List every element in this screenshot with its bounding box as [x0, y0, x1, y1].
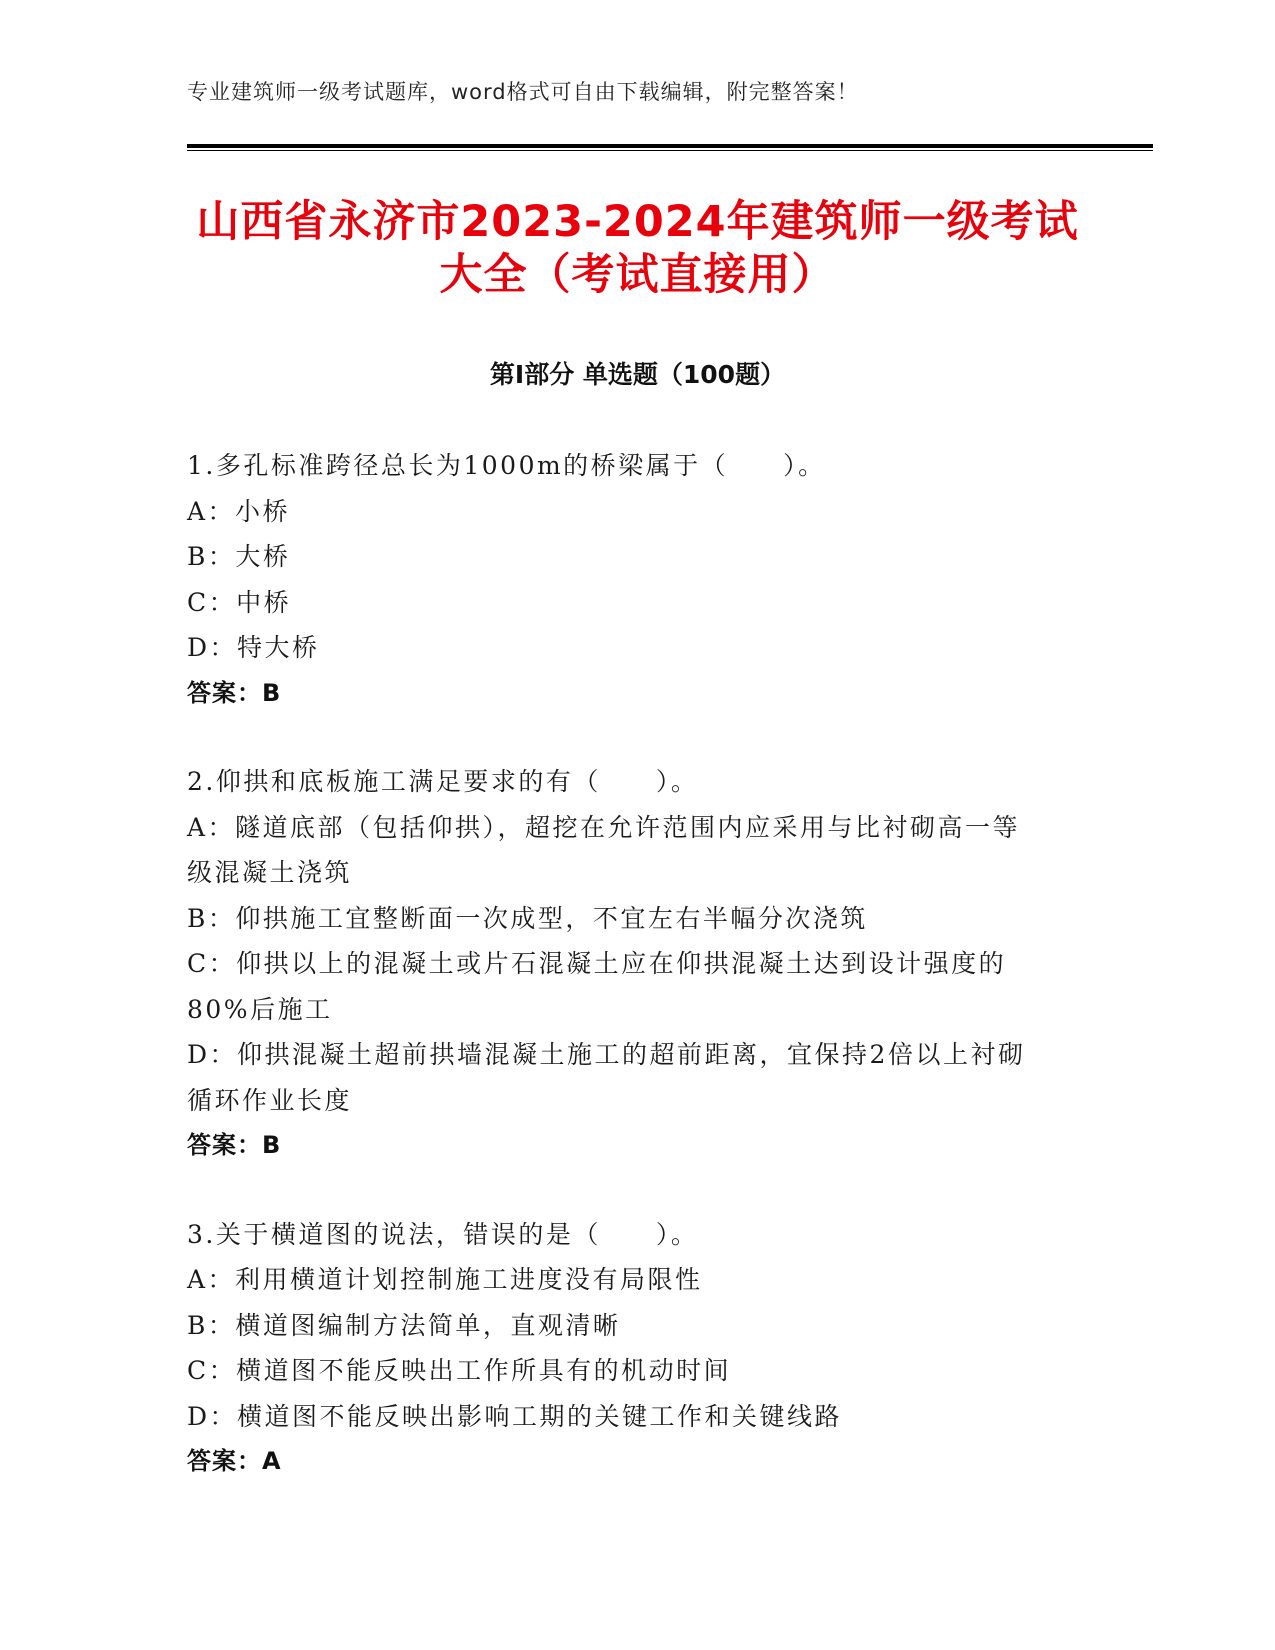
option-c: C：横道图不能反映出工作所具有的机动时间: [187, 1356, 732, 1385]
header-note: 专业建筑师一级考试题库，word格式可自由下载编辑，附完整答案！: [187, 80, 859, 104]
option-a-continued: 级混凝土浇筑: [187, 858, 353, 887]
option-d-continued: 循环作业长度: [187, 1085, 353, 1115]
question-stem: 2.仰拱和底板施工满足要求的有（ ）。: [187, 767, 699, 796]
option-b: B：仰拱施工宜整断面一次成型，不宜左右半幅分次浇筑: [187, 903, 868, 933]
question-3: [187, 1212, 1087, 1485]
document-title-line-2: 大全（考试直接用）: [439, 250, 836, 300]
option-a: A：利用横道计划控制施工进度没有局限性: [187, 1265, 703, 1294]
question-2: [187, 759, 1087, 1169]
option-a: A：小桥: [187, 496, 291, 526]
option-b: B：横道图编制方法简单，直观清晰: [187, 1310, 621, 1340]
option-d: D：特大桥: [187, 633, 320, 662]
question-list: [187, 443, 1087, 1528]
option-c: C：仰拱以上的混凝土或片石混凝土应在仰拱混凝土达到设计强度的: [187, 949, 1007, 978]
header-divider-thick: [187, 144, 1153, 148]
question-stem: 1.多孔标准跨径总长为1000m的桥梁属于（ ）。: [187, 451, 826, 480]
option-d: D：仰拱混凝土超前拱墙混凝土施工的超前距离，宜保持2倍以上衬砌: [187, 1040, 1026, 1069]
document-title: [140, 196, 1135, 302]
question-stem: 3.关于横道图的说法，错误的是（ ）。: [187, 1219, 699, 1249]
option-a: A：隧道底部（包括仰拱），超挖在允许范围内应采用与比衬砌高一等: [187, 812, 1021, 842]
option-d: D：横道图不能反映出影响工期的关键工作和关键线路: [187, 1401, 843, 1431]
answer: 答案：B: [187, 678, 282, 707]
document-title-line-1: 山西省永济市2023-2024年建筑师一级考试: [196, 197, 1079, 247]
header-divider-thin: [187, 150, 1153, 151]
option-b: B：大桥: [187, 542, 291, 571]
answer: 答案：A: [187, 1447, 282, 1475]
section-title: 第Ⅰ部分 单选题（100题）: [489, 360, 786, 389]
option-c-continued: 80%后施工: [187, 994, 333, 1024]
option-c: C：中桥: [187, 587, 292, 617]
answer: 答案：B: [187, 1131, 282, 1159]
question-1: [187, 443, 1087, 716]
